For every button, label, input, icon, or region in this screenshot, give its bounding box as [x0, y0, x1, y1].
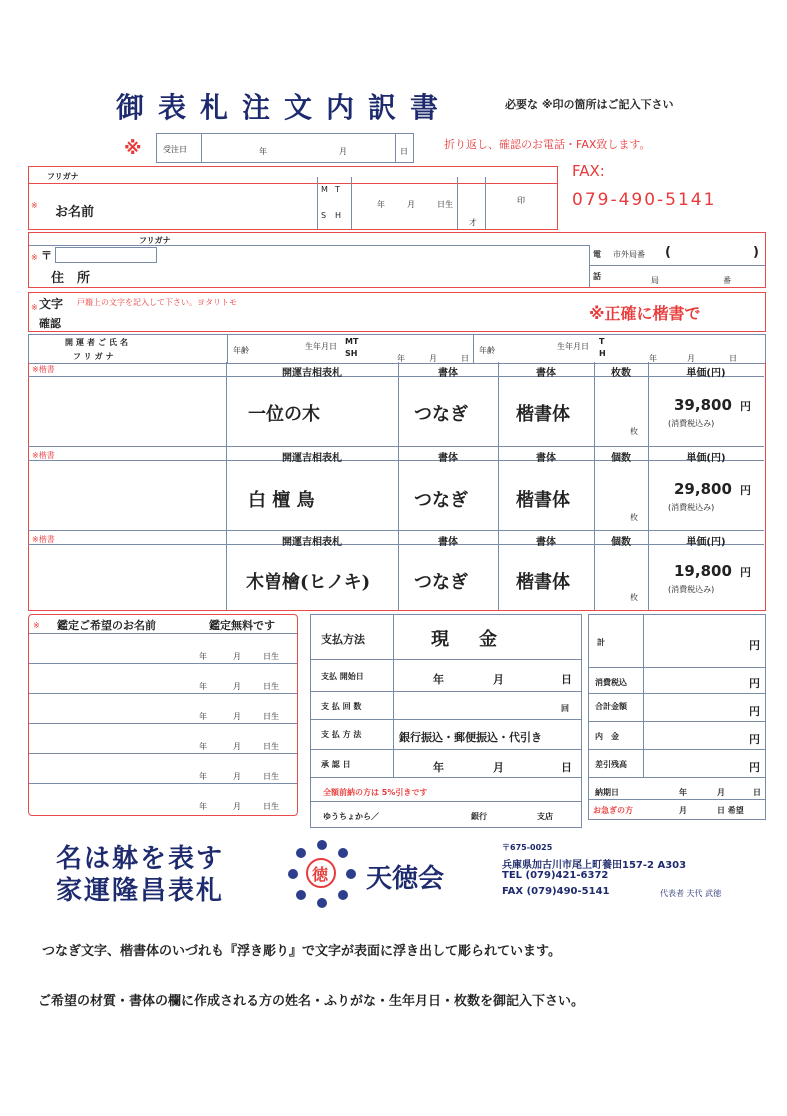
total-unit: 円 — [749, 639, 760, 652]
slogan-line-2: 家運隆昌表札 — [56, 876, 225, 906]
name-furigana: フリガナ — [47, 172, 79, 181]
col-product-name: 開運吉相表札 — [282, 453, 342, 464]
delivery-label: 納期日 — [595, 788, 619, 797]
appraisal-mark: ※ — [33, 621, 40, 630]
payment-section — [310, 614, 582, 828]
product-tax: (消費税込み) — [668, 419, 715, 428]
address-section — [28, 232, 766, 288]
fax-number: 079-490-5141 — [572, 190, 717, 210]
payment-start-month: 月 — [493, 673, 504, 686]
chars-note: 戸籍上の文字を記入して下さい。ヨタリトモ — [77, 298, 237, 307]
product-row — [28, 530, 764, 610]
person-year-2: 年 — [649, 354, 657, 363]
payment-bank: 銀行 — [471, 812, 487, 821]
col-product-name: 開運吉相表札 — [282, 368, 342, 379]
logo-center: 徳 — [312, 865, 329, 884]
product-tax: (消費税込み) — [668, 585, 715, 594]
era-h: H — [335, 211, 342, 220]
chars-confirm[interactable]: 確認 — [39, 317, 61, 330]
appraisal-birth: 日生 — [263, 802, 279, 811]
person-furigana: フリガナ — [73, 352, 117, 361]
col-price: 単価(円) — [686, 368, 726, 379]
person-age: 年齢 — [233, 346, 249, 355]
chars-instruction: ※正確に楷書で — [589, 304, 701, 323]
order-date-box[interactable] — [156, 133, 414, 163]
era-m: M — [321, 185, 328, 194]
col-product-name: 開運吉相表札 — [282, 537, 342, 548]
person-t: T — [599, 337, 605, 346]
name-section — [28, 166, 558, 230]
address-label[interactable]: 住 所 — [51, 271, 91, 286]
person-mt: MT — [345, 337, 359, 346]
product-style-2: 楷書体 — [516, 404, 570, 425]
product-row — [28, 446, 764, 530]
product-mark: ※楷書 — [32, 451, 55, 460]
payment-approval-month: 月 — [493, 761, 504, 774]
person-label: 開運者ご氏名 — [65, 338, 131, 347]
person-h: H — [599, 349, 606, 358]
characters-section — [28, 292, 766, 332]
appraisal-year: 年 — [199, 712, 207, 721]
col-style: 書体 — [438, 537, 458, 548]
company-postal: 〒675-0025 — [502, 843, 553, 852]
postal-mark: 〒 — [41, 249, 52, 262]
person-month: 月 — [429, 354, 437, 363]
product-count-unit[interactable]: 枚 — [630, 593, 638, 602]
order-asterisk: ※ — [124, 138, 142, 159]
total-label: 計 — [597, 638, 605, 647]
product-style: つなぎ — [414, 572, 468, 593]
address-asterisk: ※ — [31, 253, 38, 262]
person-age-2: 年齢 — [479, 346, 495, 355]
name-birth: 日生 — [437, 200, 453, 209]
product-yen: 円 — [740, 484, 751, 497]
delivery-hope-day: 日 希望 — [717, 806, 744, 815]
product-count-unit[interactable]: 枚 — [630, 513, 638, 522]
appraisal-month: 月 — [233, 742, 241, 751]
appraisal-free: 鑑定無料です — [209, 619, 275, 632]
product-mark: ※楷書 — [32, 365, 55, 374]
paren-close: ) — [753, 245, 759, 260]
person-day-2: 日 — [729, 354, 737, 363]
postal-code-field[interactable] — [55, 247, 157, 263]
person-birth: 生年月日 — [305, 342, 337, 351]
footer-line-1: つなぎ文字、楷書体のいづれも『浮き彫り』で文字が表面に浮き出して彫られています。 — [42, 944, 561, 959]
appraisal-birth: 日生 — [263, 652, 279, 661]
name-label[interactable]: お名前 — [55, 205, 95, 220]
appraisal-section — [28, 614, 298, 816]
person-year: 年 — [397, 354, 405, 363]
payment-times-unit: 回 — [561, 704, 569, 713]
appraisal-birth: 日生 — [263, 742, 279, 751]
chars-label: 文字 — [39, 297, 64, 311]
appraisal-year: 年 — [199, 802, 207, 811]
col-style-2: 書体 — [536, 453, 556, 464]
product-mark: ※楷書 — [32, 535, 55, 544]
era-s: S — [321, 211, 327, 220]
product-row — [28, 362, 764, 446]
col-price: 単価(円) — [686, 537, 726, 548]
payment-yucho: ゆうちょから／ — [323, 812, 379, 821]
era-t: T — [335, 185, 340, 194]
appraisal-year: 年 — [199, 682, 207, 691]
payment-start-label: 支払 開始日 — [321, 672, 364, 681]
product-tax: (消費税込み) — [668, 503, 715, 512]
slogan-line-1: 名は躰を表す — [56, 844, 225, 874]
tel-label-2: 話 — [593, 272, 601, 281]
payment-approval-day: 日 — [561, 761, 572, 774]
col-count: 個数 — [611, 537, 631, 548]
delivery-month: 月 — [717, 788, 725, 797]
total-label: 合計金額 — [595, 702, 627, 711]
form-title: 御表札注文内訳書 — [116, 91, 453, 124]
area-code-label: 市外局番 — [613, 250, 645, 259]
seal-label: 印 — [517, 196, 525, 205]
order-year: 年 — [259, 147, 267, 156]
delivery-year: 年 — [679, 788, 687, 797]
chars-asterisk: ※ — [31, 303, 38, 312]
order-day: 日 — [400, 147, 408, 156]
total-unit: 円 — [749, 677, 760, 690]
appraisal-year: 年 — [199, 772, 207, 781]
delivery-hope-label: お急ぎの方 — [593, 806, 633, 815]
appraisal-month: 月 — [233, 772, 241, 781]
col-price: 単価(円) — [686, 453, 726, 464]
order-label: 受注日 — [163, 145, 187, 154]
col-count: 個数 — [611, 453, 631, 464]
fax-label: FAX: — [572, 162, 605, 180]
payment-start-year: 年 — [433, 673, 444, 686]
col-style: 書体 — [438, 453, 458, 464]
product-yen: 円 — [740, 566, 751, 579]
tel-number: 番 — [723, 276, 731, 285]
logo-name: 天徳会 — [366, 864, 445, 894]
appraisal-month: 月 — [233, 712, 241, 721]
payment-approval-year: 年 — [433, 761, 444, 774]
paren-open: ( — [665, 245, 671, 260]
product-yen: 円 — [740, 400, 751, 413]
total-label: 内 金 — [595, 732, 619, 741]
appraisal-month: 月 — [233, 682, 241, 691]
logo-emblem — [286, 838, 358, 910]
appraisal-month: 月 — [233, 802, 241, 811]
col-style-2: 書体 — [536, 537, 556, 548]
total-label: 差引残高 — [595, 760, 627, 769]
delivery-hope-month: 月 — [679, 806, 687, 815]
callback-note: 折り返し、確認のお電話・FAX致します。 — [444, 138, 651, 151]
appraisal-month: 月 — [233, 652, 241, 661]
appraisal-label: 鑑定ご希望のお名前 — [57, 619, 156, 632]
payment-approval-label: 承 認 日 — [321, 760, 351, 769]
appraisal-year: 年 — [199, 652, 207, 661]
totals-section — [588, 614, 766, 820]
company-tel: TEL (079)421-6372 — [502, 870, 609, 881]
payment-method-label: 支払方法 — [321, 633, 365, 646]
title-note: 必要な ※印の箇所はご記入下さい — [505, 98, 674, 111]
person-sh: SH — [345, 349, 358, 358]
product-name: 一位の木 — [248, 404, 320, 425]
product-price: 29,800 — [674, 480, 732, 498]
col-style: 書体 — [438, 368, 458, 379]
name-year: 年 — [377, 200, 385, 209]
product-price: 19,800 — [674, 562, 732, 580]
name-age: 才 — [469, 218, 477, 227]
product-style: つなぎ — [414, 404, 468, 425]
person-header — [28, 334, 766, 364]
tel-station: 局 — [651, 276, 659, 285]
appraisal-birth: 日生 — [263, 772, 279, 781]
appraisal-birth: 日生 — [263, 712, 279, 721]
tel-label-1: 電 — [593, 250, 601, 259]
payment-method2-label: 支 払 方 法 — [321, 730, 362, 739]
product-name: 木曽檜(ヒノキ) — [246, 572, 371, 593]
total-label: 消費税込 — [595, 678, 627, 687]
appraisal-birth: 日生 — [263, 682, 279, 691]
product-price: 39,800 — [674, 396, 732, 414]
product-style: つなぎ — [414, 490, 468, 511]
product-count-unit[interactable]: 枚 — [630, 427, 638, 436]
payment-discount: 全額前納の方は 5%引きです — [323, 788, 428, 797]
company-fax: FAX (079)490-5141 — [502, 886, 610, 897]
product-style-2: 楷書体 — [516, 490, 570, 511]
payment-times-label: 支 払 回 数 — [321, 702, 362, 711]
total-unit: 円 — [749, 733, 760, 746]
name-asterisk: ※ — [31, 201, 38, 210]
order-month: 月 — [339, 147, 347, 156]
address-furigana: フリガナ — [139, 236, 171, 245]
product-style-2: 楷書体 — [516, 572, 570, 593]
total-unit: 円 — [749, 761, 760, 774]
payment-branch: 支店 — [537, 812, 553, 821]
company-rep: 代表者 夫代 武徳 — [660, 889, 722, 898]
col-count: 枚数 — [611, 368, 631, 379]
name-month: 月 — [407, 200, 415, 209]
appraisal-year: 年 — [199, 742, 207, 751]
payment-method2-value[interactable]: 銀行振込・郵便振込・代引き — [399, 731, 542, 744]
product-name: 白 檀 鳥 — [248, 490, 315, 511]
person-day: 日 — [461, 354, 469, 363]
col-style-2: 書体 — [536, 368, 556, 379]
payment-method-value[interactable]: 現 金 — [431, 629, 503, 650]
delivery-day: 日 — [753, 788, 761, 797]
total-unit: 円 — [749, 705, 760, 718]
footer-line-2: ご希望の材質・書体の欄に作成される方の姓名・ふりがな・生年月日・枚数を御記入下さい。 — [38, 994, 585, 1009]
payment-start-day: 日 — [561, 673, 572, 686]
person-birth-2: 生年月日 — [557, 342, 589, 351]
person-month-2: 月 — [687, 354, 695, 363]
company-address: 兵庫県加古川市尾上町養田157-2 A303 — [502, 860, 687, 871]
